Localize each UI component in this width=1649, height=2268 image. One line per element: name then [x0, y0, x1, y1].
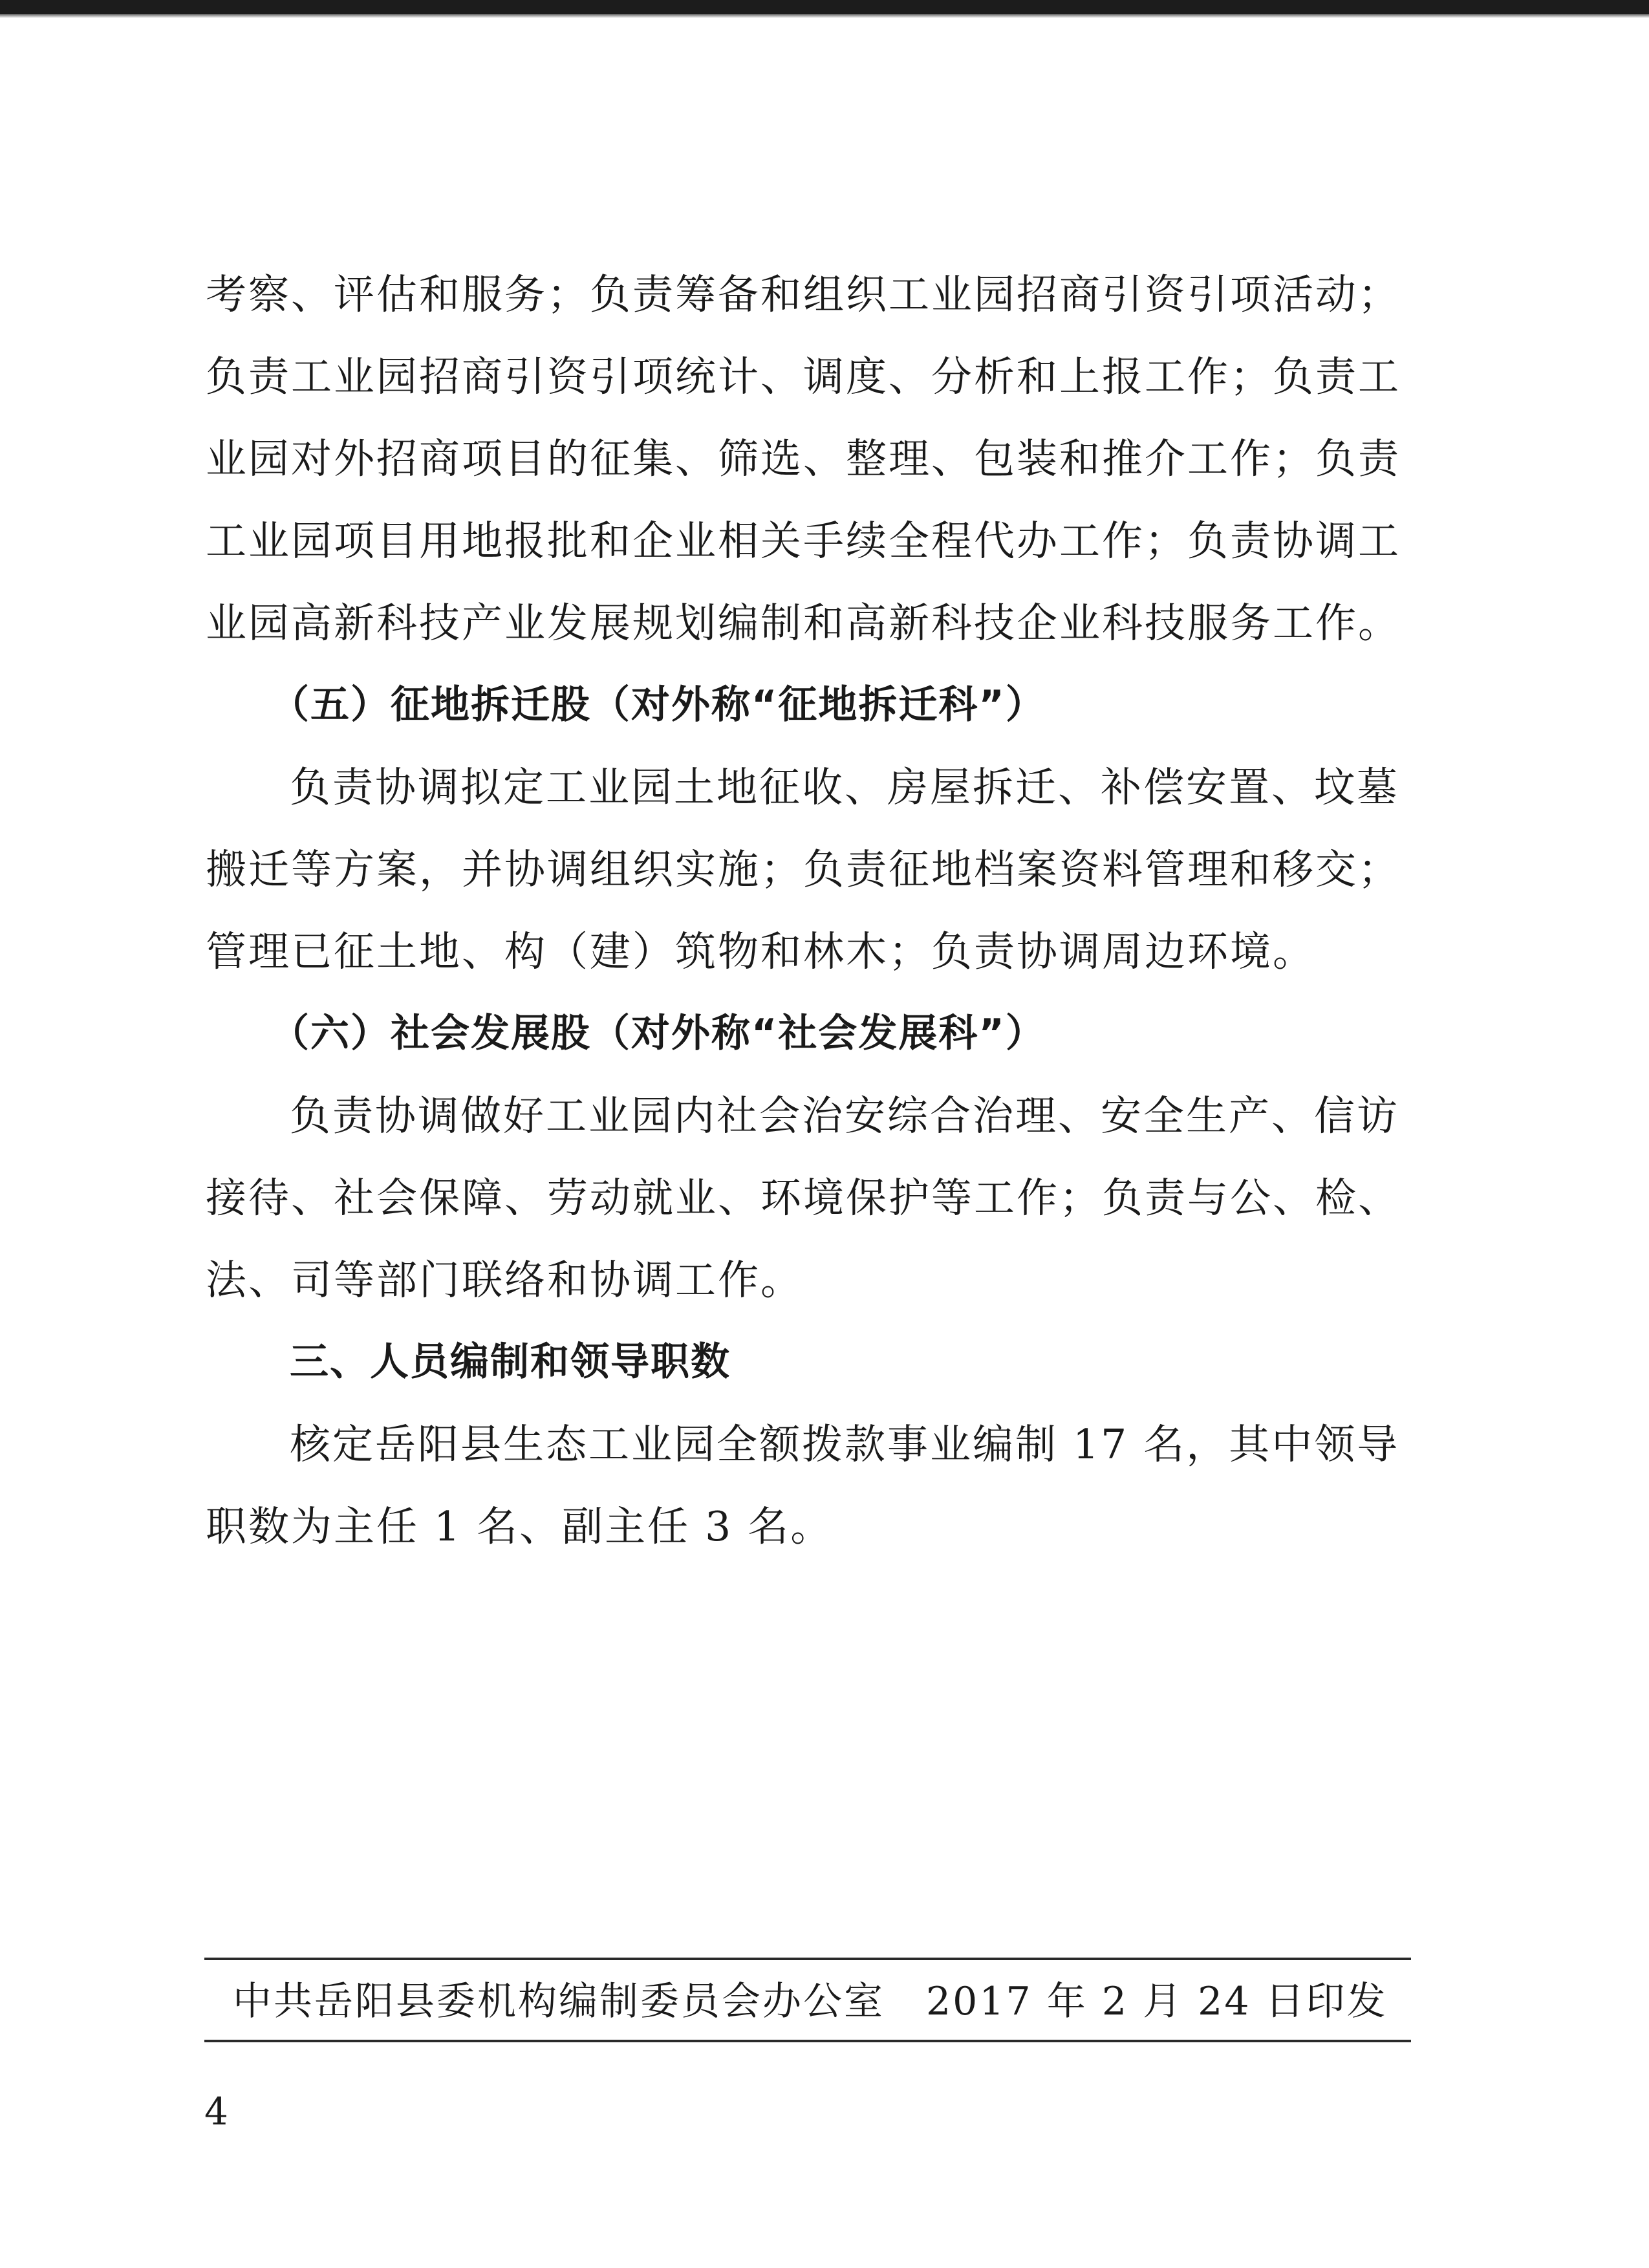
issuer-name: 中共岳阳县委机构编制委员会办公室: [233, 1979, 885, 2024]
document-body: [206, 254, 1402, 1568]
body-line: 核定岳阳县生态工业园全额拨款事业编制 17 名，其中领导: [290, 1421, 1400, 1468]
body-line: 考察、评估和服务；负责筹备和组织工业园招商引资引项活动；: [206, 271, 1401, 318]
issue-date: 2017 年 2 月 24 日印发: [926, 1979, 1388, 2024]
body-line: 工业园项目用地报批和企业相关手续全程代办工作；负责协调工: [206, 517, 1401, 565]
body-line: 法、司等部门联络和协调工作。: [206, 1257, 803, 1304]
body-line: 负责协调做好工业园内社会治安综合治理、安全生产、信访: [290, 1092, 1399, 1139]
body-line: 搬迁等方案，并协调组织实施；负责征地档案资料管理和移交；: [206, 846, 1401, 893]
body-line: 负责工业园招商引资引项统计、调度、分析和上报工作；负责工: [206, 353, 1401, 400]
body-line: 业园高新科技产业发展规划编制和高新科技企业科技服务工作。: [206, 599, 1401, 647]
page-number: 4: [204, 2090, 228, 2133]
footer-rule-top: [204, 1958, 1411, 1960]
body-line: 负责协调拟定工业园土地征收、房屋拆迁、补偿安置、坟墓: [290, 764, 1399, 811]
footer-rule-bottom: [204, 2040, 1411, 2042]
body-line: 职数为主任 1 名、副主任 3 名。: [206, 1503, 834, 1550]
section-heading-5: （五）征地拆迁股（对外称“征地拆迁科”）: [270, 682, 1046, 728]
body-line: 接待、社会保障、劳动就业、环境保护等工作；负责与公、检、: [206, 1174, 1401, 1222]
issuance-footer: [233, 1966, 1397, 2037]
body-line: 管理已征土地、构（建）筑物和林木；负责协调周边环境。: [206, 928, 1315, 975]
section-heading-3: 三、人员编制和领导职数: [290, 1339, 731, 1385]
section-heading-6: （六）社会发展股（对外称“社会发展科”）: [270, 1011, 1046, 1056]
body-line: 业园对外招商项目的征集、筛选、整理、包装和推介工作；负责: [206, 435, 1401, 482]
scan-edge-shadow: [0, 14, 1649, 18]
scan-top-edge: [0, 0, 1649, 14]
